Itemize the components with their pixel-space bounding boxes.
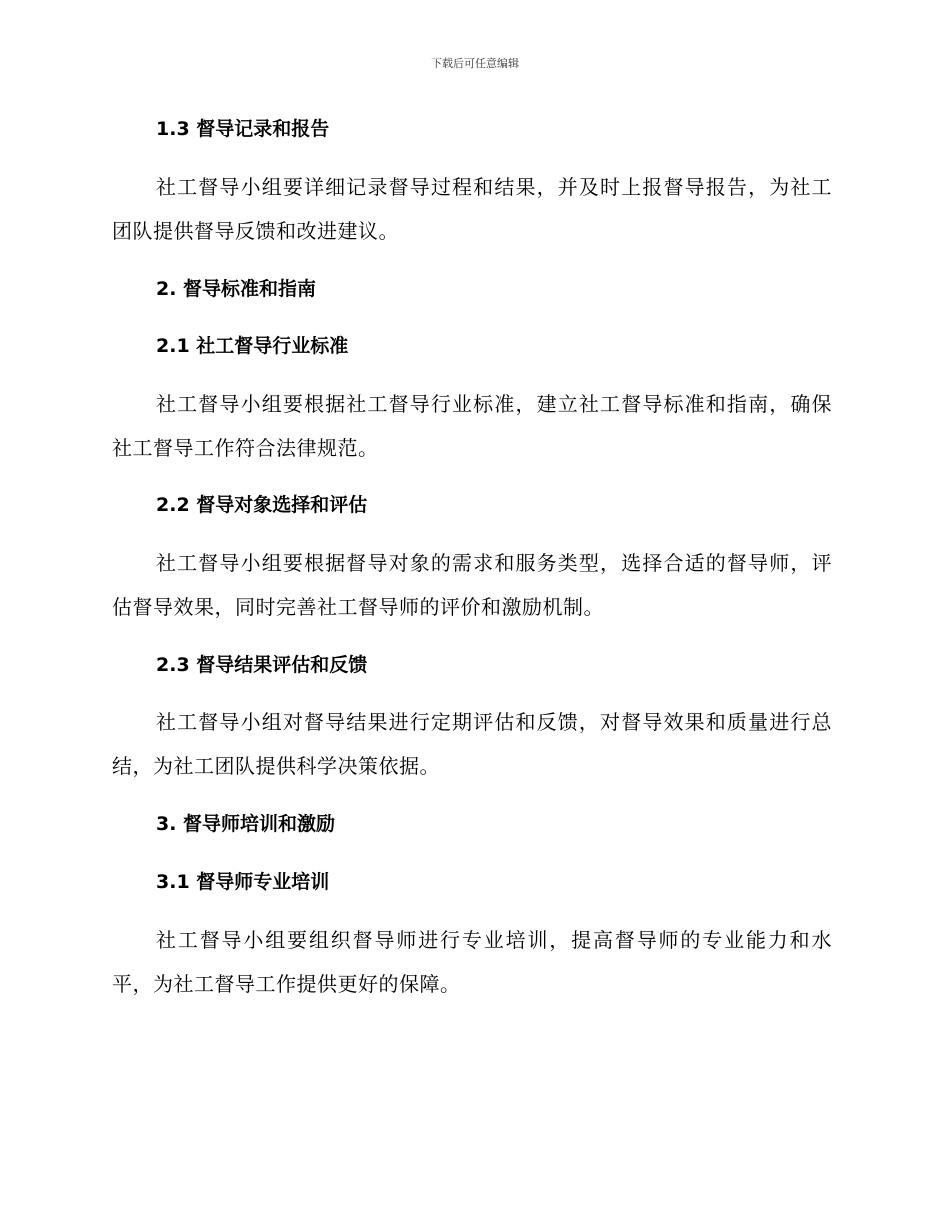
page-header-note: 下载后可任意编辑 <box>431 57 519 70</box>
section-heading-2-3: 2.3 督导结果评估和反馈 <box>156 654 368 676</box>
paragraph-3-1: 社工督导小组要组织督导师进行专业培训，提高督导师的专业能力和水平，为社工督导工作提供更好的保障。 <box>112 928 832 996</box>
section-heading-3-1: 3.1 督导师专业培训 <box>156 871 330 893</box>
paragraph-1-3: 社工督导小组要详细记录督导过程和结果，并及时上报督导报告，为社工团队提供督导反馈和改进建议。 <box>112 175 832 243</box>
section-heading-2-1: 2.1 社工督导行业标准 <box>156 335 349 357</box>
section-heading-2: 2. 督导标准和指南 <box>156 278 317 300</box>
paragraph-2-3: 社工督导小组对督导结果进行定期评估和反馈，对督导效果和质量进行总结，为社工团队提供科学决策依据。 <box>112 710 832 778</box>
paragraph-2-2: 社工督导小组要根据督导对象的需求和服务类型，选择合适的督导师，评估督导效果，同时完善社工督导师的评价和激励机制。 <box>112 551 832 619</box>
section-heading-3: 3. 督导师培训和激励 <box>156 813 336 835</box>
paragraph-2-1: 社工督导小组要根据社工督导行业标准，建立社工督导标准和指南，确保社工督导工作符合法律规范。 <box>112 392 832 460</box>
section-heading-2-2: 2.2 督导对象选择和评估 <box>156 494 368 516</box>
section-heading-1-3: 1.3 督导记录和报告 <box>156 118 330 140</box>
